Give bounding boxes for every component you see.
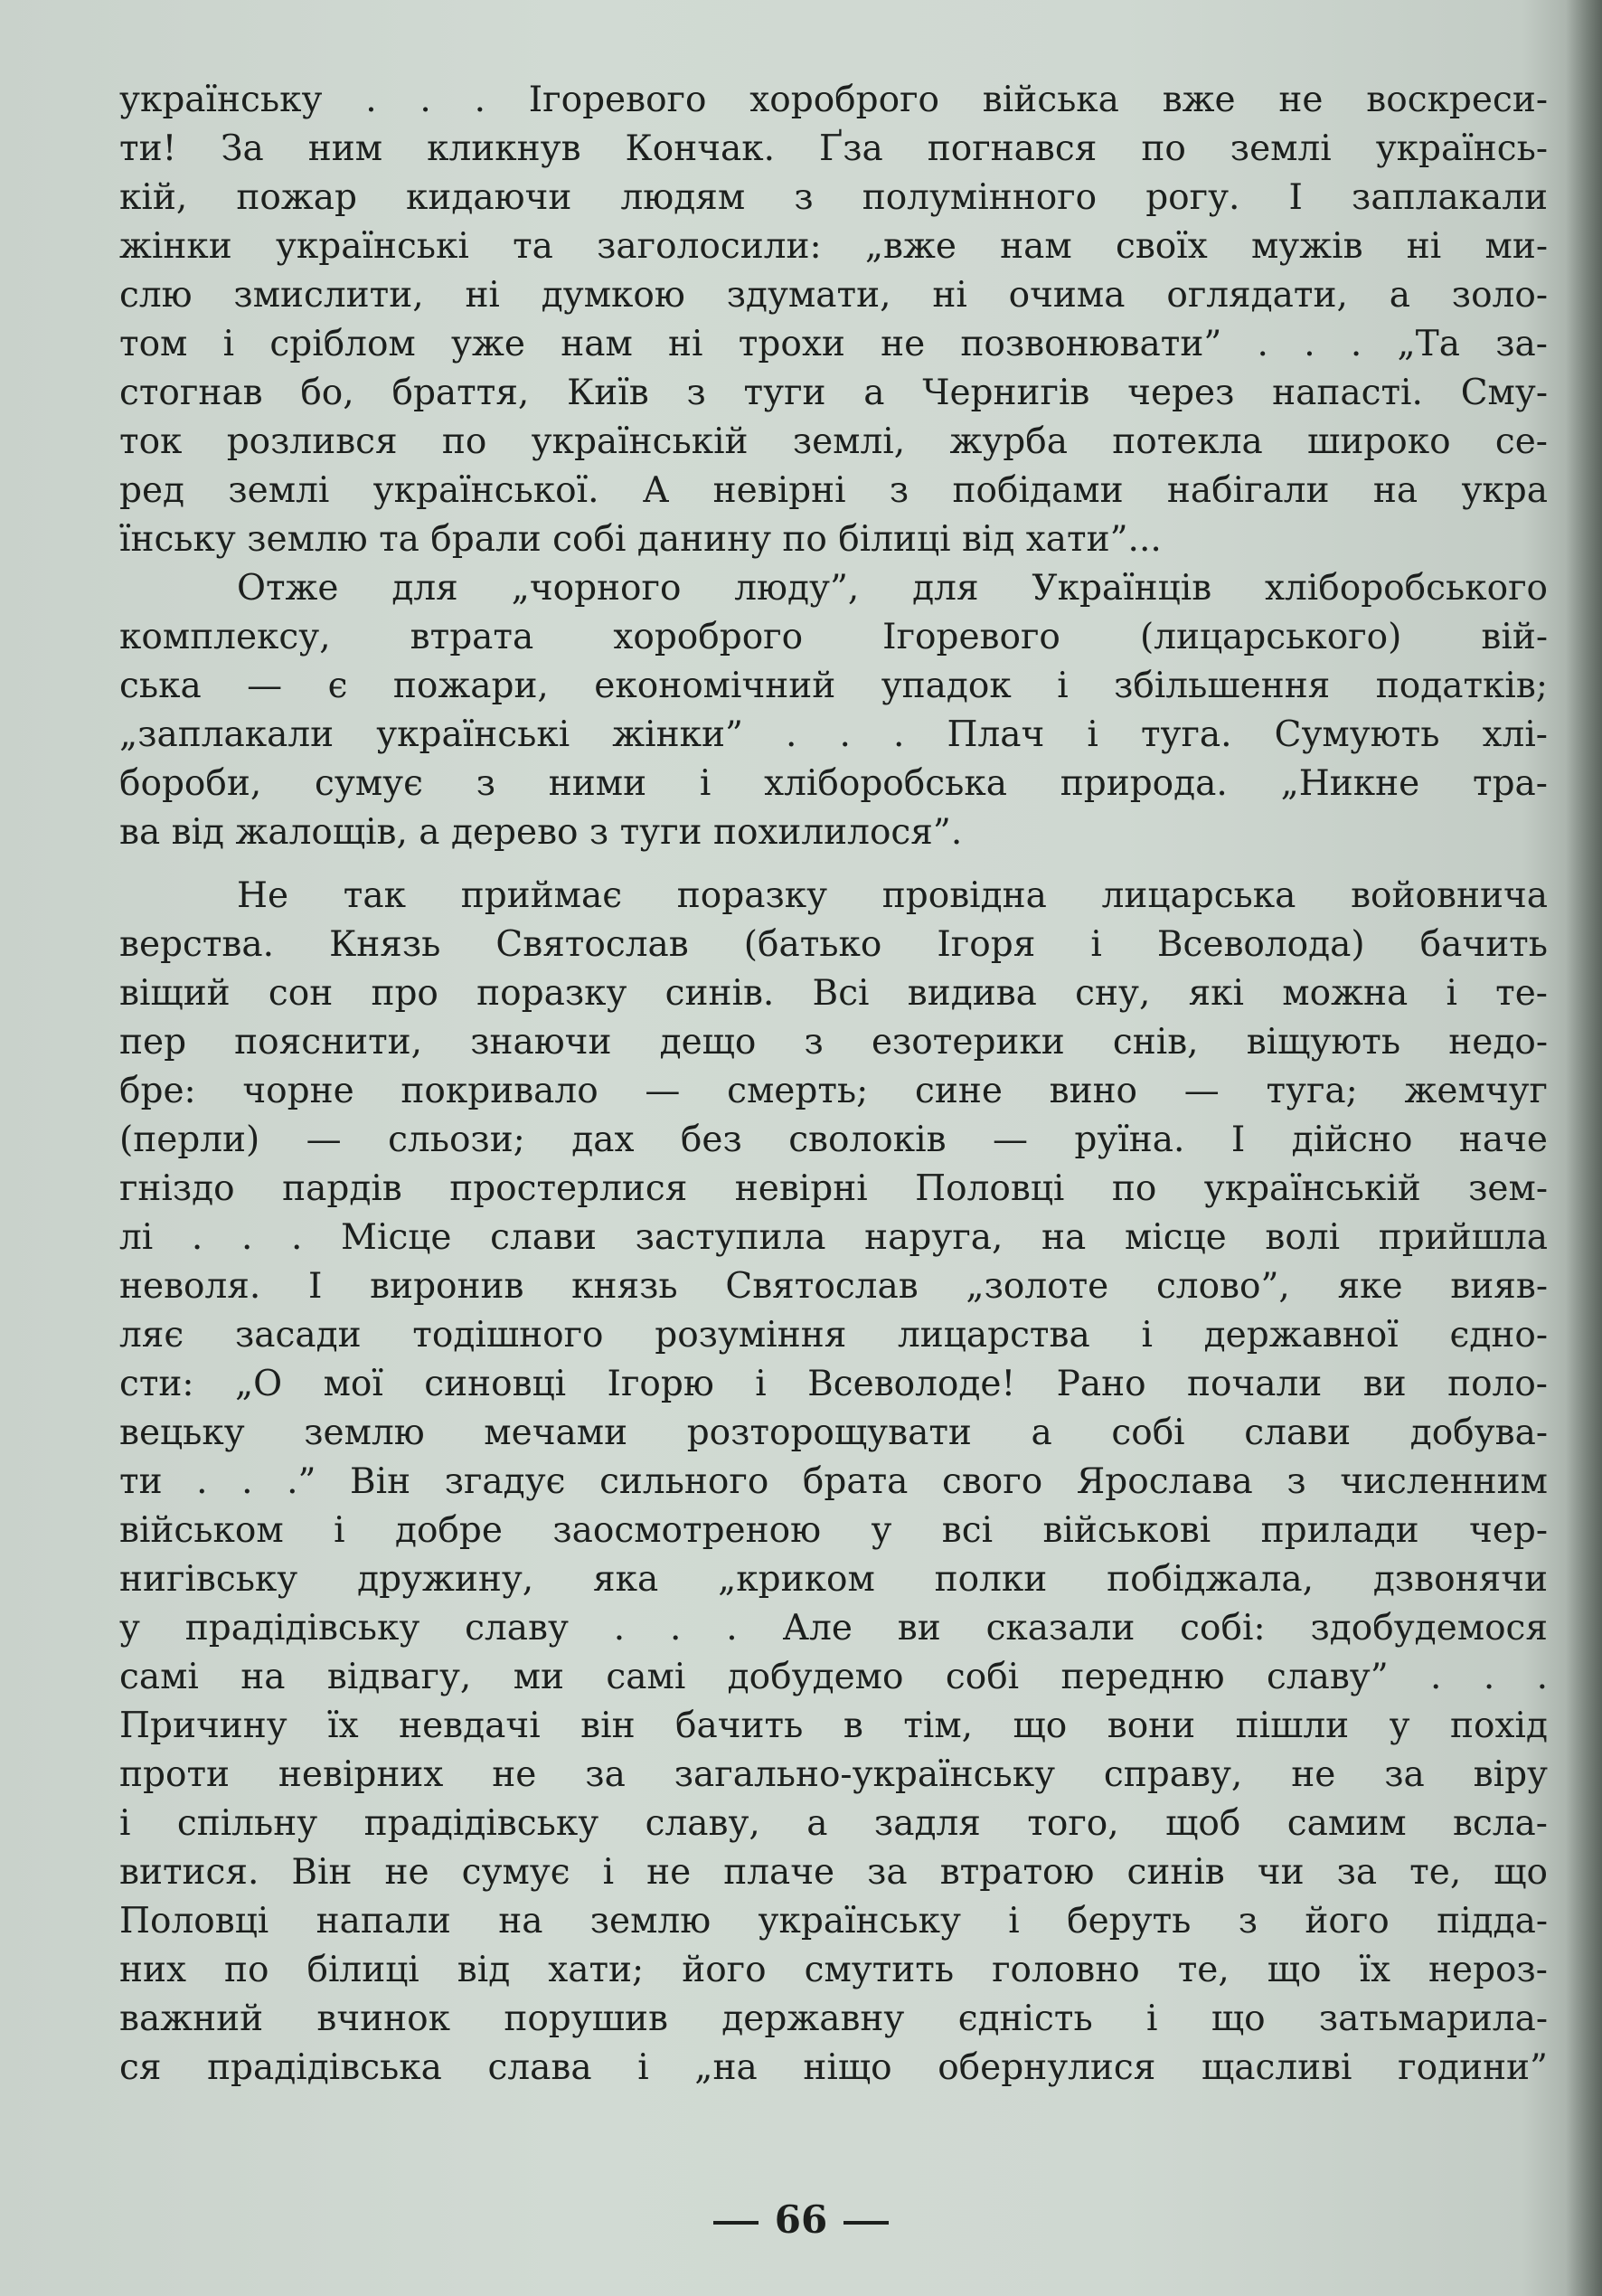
- text-line: ред землі української. А невірні з побідами набігали на укра: [119, 470, 1548, 511]
- text-line: сти: „О мої синовці Ігорю і Всеволоде! Рано почали ви поло-: [119, 1364, 1548, 1404]
- paragraph-1: [119, 80, 1548, 568]
- text-line: проти невірних не за загально-українську справу, не за віру: [119, 1754, 1548, 1795]
- text-line: Причину їх невдачі він бачить в тім, що вони пішли у похід: [119, 1705, 1548, 1746]
- text-line: слю змислити, ні думкою здумати, ні очима оглядати, а золо-: [119, 275, 1548, 316]
- body-text: [119, 80, 1548, 2096]
- text-line: бре: чорне покривало — смерть; сине вино — туга; жемчуг: [119, 1071, 1548, 1111]
- text-line: ти! За ним кликнув Кончак. Ґза погнався по землі українсь-: [119, 128, 1548, 169]
- text-line: ток розлився по українській землі, журба потекла широко се-: [119, 421, 1548, 462]
- page-number-dash-right: [843, 2221, 889, 2225]
- text-line: кій, пожар кидаючи людям з полумінного рогу. І заплакали: [119, 177, 1548, 218]
- text-line: неволя. І виронив князь Святослав „золоте слово”, яке вияв-: [119, 1266, 1548, 1307]
- text-line: том і сріблом уже нам ні трохи не позвонювати” . . . „Та за-: [119, 324, 1548, 364]
- page-edge-shadow: [1566, 0, 1602, 2296]
- page-number-value: 66: [774, 2197, 828, 2242]
- text-line: у прадідівську славу . . . Але ви сказали собі: здобудемося: [119, 1608, 1548, 1649]
- text-line: комплексу, втрата хороброго Ігоревого (лицарського) вій-: [119, 617, 1548, 657]
- text-line: ська — є пожари, економічний упадок і збільшення податків;: [119, 666, 1548, 706]
- text-line: жінки українські та заголосили: „вже нам своїх мужів ні ми-: [119, 226, 1548, 267]
- text-line: вецьку землю мечами розторощувати а собі слави добува-: [119, 1413, 1548, 1453]
- text-line: них по білиці від хати; його смутить головно те, що їх нероз-: [119, 1950, 1548, 1990]
- text-line: лі . . . Місце слави заступила наруга, на місце волі прийшла: [119, 1217, 1548, 1258]
- text-line: військом і добре заосмотреною у всі військові прилади чер-: [119, 1510, 1548, 1551]
- text-line: витися. Він не сумує і не плаче за втратою синів чи за те, що: [119, 1852, 1548, 1893]
- text-line: Половці напали на землю українську і беруть з його підда-: [119, 1901, 1548, 1942]
- text-line: ва від жалощів, а дерево з туги похилилося”.: [119, 812, 963, 853]
- text-line: важний вчинок порушив державну єдність і що затьмарила-: [119, 1998, 1548, 2039]
- text-line: Отже для „чорного люду”, для Українців хліборобського: [237, 568, 1548, 609]
- page-number-dash-left: [713, 2221, 759, 2225]
- text-line: ти . . .” Він згадує сильного брата свого Ярослава з численним: [119, 1461, 1548, 1502]
- text-line: ляє засади тодішного розуміння лицарства і державної єдно-: [119, 1315, 1548, 1356]
- paragraph-3: [119, 875, 1548, 2096]
- text-line: українську . . . Ігоревого хороброго війська вже не воскреси-: [119, 80, 1548, 120]
- text-line: нигівську дружину, яка „криком полки побіджала, дзвонячи: [119, 1559, 1548, 1600]
- text-line: Не так приймає поразку провідна лицарська войовнича: [237, 875, 1548, 916]
- text-line: самі на відвагу, ми самі добудемо собі передню славу” . . .: [119, 1657, 1548, 1697]
- text-line: пер пояснити, знаючи дещо з езотерики снів, віщують недо-: [119, 1022, 1548, 1063]
- text-line: і спільну прадідівську славу, а задля того, щоб самим всла-: [119, 1803, 1548, 1844]
- text-line: ся прадідівська слава і „на ніщо обернулися щасливі години”: [119, 2047, 1548, 2088]
- text-line: віщий сон про поразку синів. Всі видива сну, які можна і те-: [119, 973, 1548, 1014]
- text-line: верства. Князь Святослав (батько Ігоря і Всеволода) бачить: [119, 924, 1548, 965]
- paragraph-2: [119, 568, 1548, 861]
- page-number: [0, 2197, 1602, 2242]
- text-line: бороби, сумує з ними і хліборобська природа. „Никне тра-: [119, 763, 1548, 804]
- paragraph-spacer: [119, 861, 1548, 875]
- text-line: (перли) — сльози; дах без сволоків — руїна. І дійсно наче: [119, 1120, 1548, 1160]
- text-line: „заплакали українські жінки” . . . Плач і туга. Сумують хлі-: [119, 714, 1548, 755]
- text-line: гніздо пардів простерлися невірні Половці по українській зем-: [119, 1168, 1548, 1209]
- text-line: стогнав бо, браття, Київ з туги а Чернигів через напасті. Сму-: [119, 373, 1548, 413]
- text-line: їнську землю та брали собі данину по білиці від хати”...: [119, 519, 1162, 560]
